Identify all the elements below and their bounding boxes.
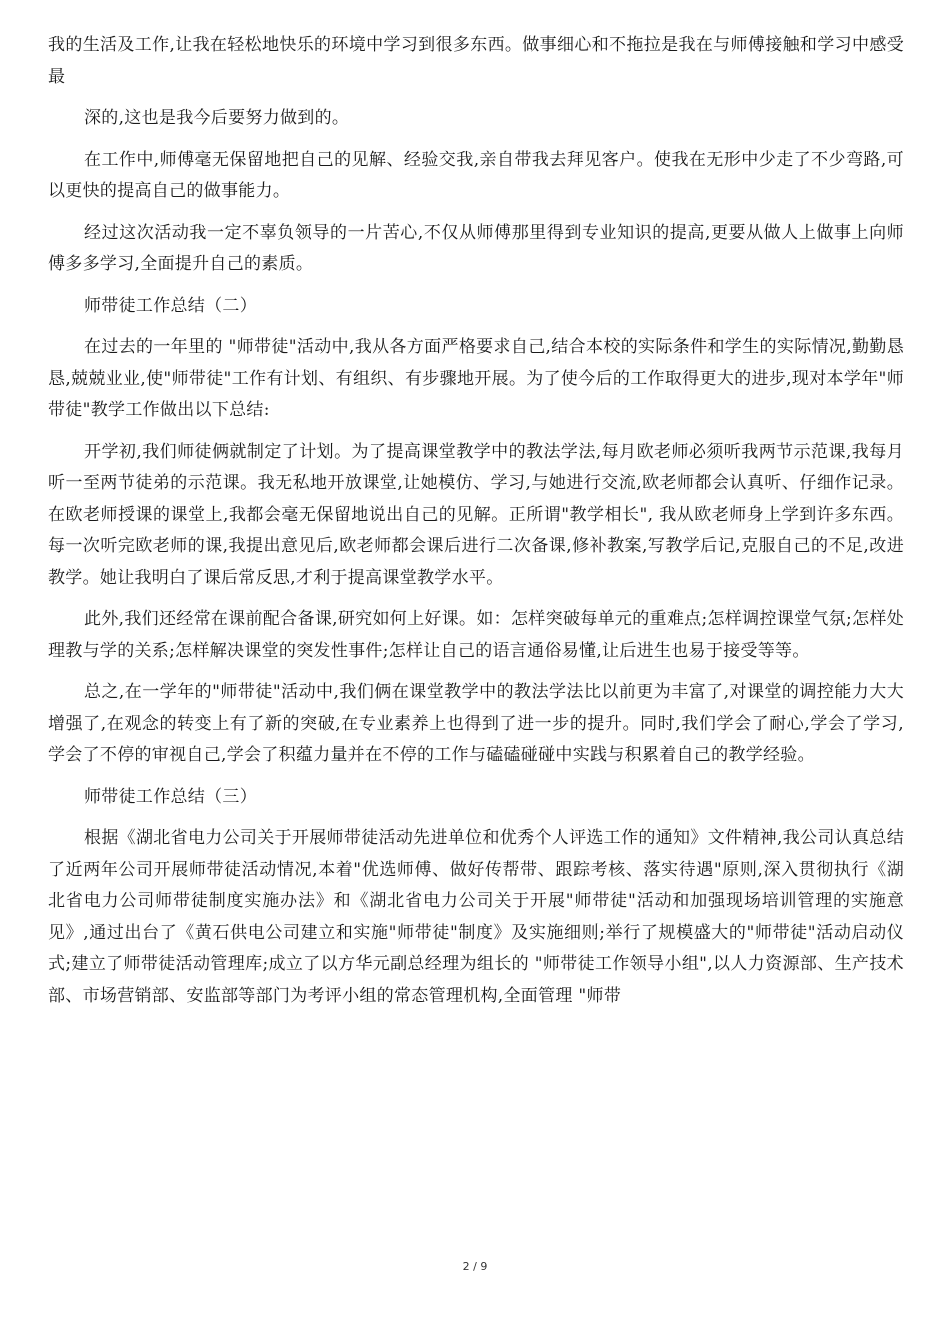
section-heading: 师带徒工作总结（三）: [84, 786, 257, 807]
document-page: [48, 30, 904, 1022]
paragraph: 开学初,我们师徒俩就制定了计划。为了提高课堂教学中的教法学法,每月欧老师必须听我两节示范课,我每月听一至两节徒弟的示范课。我无私地开放课堂,让她模仿、学习,与她进行交流,欧老师都会认真听、仔细作记录。在欧老师授课的课堂上,我都会毫无保留地说出自己的见解。正所谓"教学相长", 我从欧老师身上学到许多东西。每一次听完欧老师的课,我提出意见后,欧老师都会课后进行二次备课,修补教案,写教学后记,克服自己的不足,改进教学。她让我明白了课后常反思,才利于提高课堂教学水平。: [48, 441, 904, 588]
page-number: 2 / 9: [462, 1260, 488, 1273]
section-heading: 师带徒工作总结（二）: [84, 295, 257, 316]
paragraph: 此外,我们还经常在课前配合备课,研究如何上好课。如：怎样突破每单元的重难点;怎样调控课堂气氛;怎样处理教与学的关系;怎样解决课堂的突发性事件;怎样让自己的语言通俗易懂,让后进生也易于接受等等。: [48, 609, 904, 661]
paragraph: 在过去的一年里的 "师带徒"活动中,我从各方面严格要求自己,结合本校的实际条件和学生的实际情况,勤勤恳恳,兢兢业业,使"师带徒"工作有计划、有组织、有步骤地开展。为了使今后的工作取得更大的进步,现对本学年"师带徒"教学工作做出以下总结:: [48, 337, 904, 420]
paragraph: 根据《湖北省电力公司关于开展师带徒活动先进单位和优秀个人评选工作的通知》文件精神,我公司认真总结了近两年公司开展师带徒活动情况,本着"优选师傅、做好传帮带、跟踪考核、落实待遇"原则,深入贯彻执行《湖北省电力公司师带徒制度实施办法》和《湖北省电力公司关于开展"师带徒"活动和加强现场培训管理的实施意见》,通过出台了《黄石供电公司建立和实施"师带徒"制度》及实施细则;举行了规模盛大的"师带徒"活动启动仪式;建立了师带徒活动管理库;成立了以方华元副总经理为组长的 "师带徒工作领导小组",以人力资源部、生产技术部、市场营销部、安监部等部门为考评小组的常态管理机构,全面管理 "师带: [48, 828, 904, 1006]
paragraph: 我的生活及工作,让我在轻松地快乐的环境中学习到很多东西。做事细心和不拖拉是我在与师傅接触和学习中感受最: [48, 35, 904, 87]
paragraph: 总之,在一学年的"师带徒"活动中,我们俩在课堂教学中的教法学法比以前更为丰富了,对课堂的调控能力大大增强了,在观念的转变上有了新的突破,在专业素养上也得到了进一步的提升。同时,我们学会了耐心,学会了学习,学会了不停的审视自己,学会了积蕴力量并在不停的工作与磕磕碰碰中实践与积累着自己的教学经验。: [48, 682, 904, 765]
paragraph: 经过这次活动我一定不辜负领导的一片苦心,不仅从师傅那里得到专业知识的提高,更要从做人上做事上向师傅多多学习,全面提升自己的素质。: [48, 222, 904, 274]
paragraph: 在工作中,师傅毫无保留地把自己的见解、经验交我,亲自带我去拜见客户。使我在无形中少走了不少弯路,可以更快的提高自己的做事能力。: [48, 149, 904, 201]
paragraph: 深的,这也是我今后要努力做到的。: [84, 108, 350, 128]
